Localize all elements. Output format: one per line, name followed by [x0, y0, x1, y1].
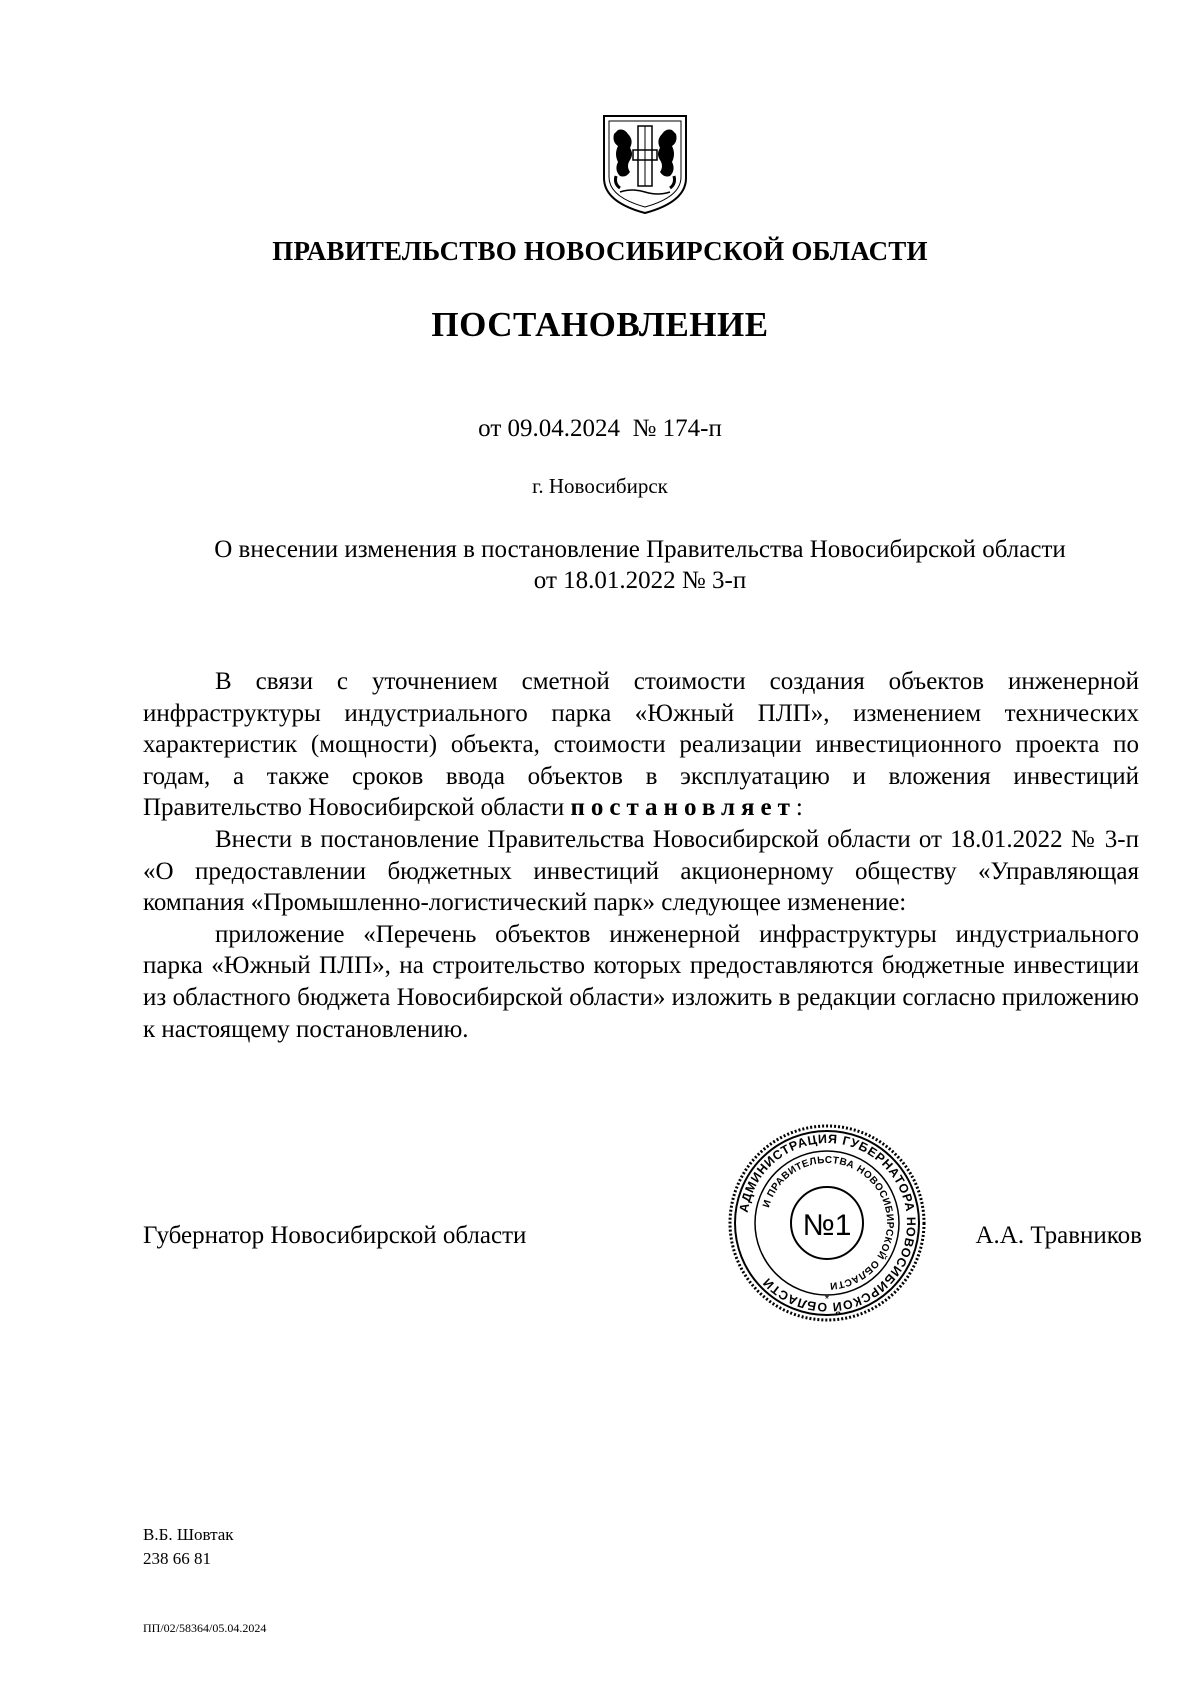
body-paragraph-2: Внести в постановление Правительства Новосибирской области от 18.01.2022 № 3-п «О предоставлении бюджетных инвестиций акционерному обществу «Управляющая компания «Промышленно-логистический парк» следующее изменение:	[143, 825, 1139, 917]
executor-name: В.Б. Шовтак	[143, 1525, 234, 1544]
resolution-verb: постановляет	[570, 794, 796, 822]
executor-phone: 238 66 81	[143, 1549, 211, 1568]
signer-name: А.А. Травников	[975, 1222, 1142, 1249]
subject-line-2: от 18.01.2022 № 3-п	[533, 567, 747, 594]
document-number: № 174-п	[632, 415, 722, 442]
body-paragraph-1-text: В связи с уточнением сметной стоимости создания объектов инженерной инфраструктуры индустриального парка «Южный ПЛП», изменением технических характеристик (мощности) объекта, стоимости реализации инвестиционного проекта по годам, а также сроков ввода объектов в эксплуатацию и вложения инвестиций Правительство Новосибирской области	[143, 668, 1139, 822]
body-paragraph-1	[143, 666, 1139, 824]
document-date: 09.04.2024	[507, 415, 621, 442]
document-reference: ПП/02/58364/05.04.2024	[143, 1621, 267, 1635]
document-type-title: ПОСТАНОВЛЕНИЕ	[431, 305, 769, 344]
body-paragraph-1-end: :	[795, 794, 803, 822]
svg-text:*: *	[824, 1292, 830, 1306]
city-line: г. Новосибирск	[532, 474, 668, 498]
executor-block	[143, 1523, 234, 1571]
body-paragraph-3: приложение «Перечень объектов инженерной инфраструктуры индустриального парка «Южный ПЛП», на строительство которых предоставляются бюджетные инвестиции из областного бюджета Новосибирской области» изложить в редакции согласно приложению к настоящему постановлению.	[143, 920, 1139, 1043]
seal-outer-text: АДМИНИСТРАЦИЯ ГУБЕРНАТОРА НОВОСИБИРСКОЙ ОБЛАСТИ	[736, 1131, 919, 1315]
date-number-line	[0, 415, 1200, 443]
seal-center-number: №1	[802, 1209, 852, 1242]
document-body	[143, 666, 1139, 1045]
date-prefix: от	[478, 415, 502, 442]
official-seal-stamp	[727, 1123, 927, 1323]
document-subject	[140, 534, 1140, 596]
signer-position: Губернатор Новосибирской области	[143, 1222, 527, 1249]
coat-of-arms-emblem	[600, 112, 690, 216]
subject-line-1: О внесении изменения в постановление Правительства Новосибирской области	[214, 536, 1066, 563]
seal-inner-text: И ПРАВИТЕЛЬСТВА НОВОСИБИРСКОЙ ОБЛАСТИ	[761, 1154, 896, 1292]
organization-title: ПРАВИТЕЛЬСТВО НОВОСИБИРСКОЙ ОБЛАСТИ	[272, 236, 928, 266]
